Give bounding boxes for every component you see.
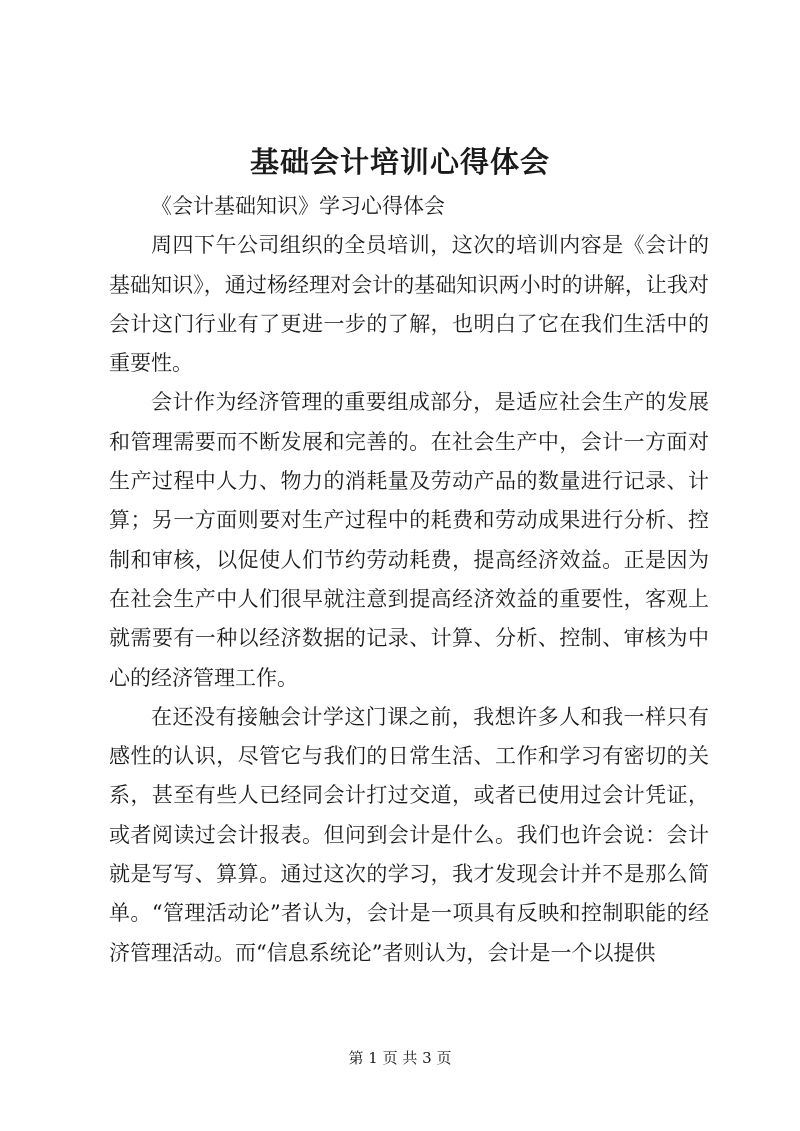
paragraph-2: 会计作为经济管理的重要组成部分，是适应社会生产的发展和管理需要而不断发展和完善的。在社会生产中，会计一方面对生产过程中人力、物力的消耗量及劳动产品的数量进行记录、计算；另一方面则要对生产过程中的耗费和劳动成果进行分析、控制和审核，以促使人们节约劳动耗费，提高经济效益。正是因为在社会生产中人们很早就注意到提高经济效益的重要性，客观上就需要有一种以经济数据的记录、计算、分析、控制、审核为中心的经济管理工作。 [109,390,709,690]
paragraph-1: 周四下午公司组织的全员培训，这次的培训内容是《会计的基础知识》，通过杨经理对会计的基础知识两小时的讲解，让我对会计这门行业有了更进一步的了解，也明白了它在我们生活中的重要性。 [109,233,709,376]
paragraph-3: 在还没有接触会计学这门课之前，我想许多人和我一样只有感性的认识，尽管它与我们的日常生活、工作和学习有密切的关系，甚至有些人已经同会计打过交道，或者已使用过会计凭证，或者阅读过会计报表。但问到会计是什么。我们也许会说：会计就是写写、算算。通过这次的学习，我才发现会计并不是那么简单。“管理活动论”者认为，会计是一项具有反映和控制职能的经济管理活动。而“信息系统论”者则认为，会计是一个以提供 [109,704,709,965]
document-body [109,187,709,973]
page-number-footer: 第 1 页 共 3 页 [348,1049,452,1067]
document-title: 基础会计培训心得体会 [249,145,550,179]
document-subtitle: 《会计基础知识》学习心得体会 [151,194,445,218]
